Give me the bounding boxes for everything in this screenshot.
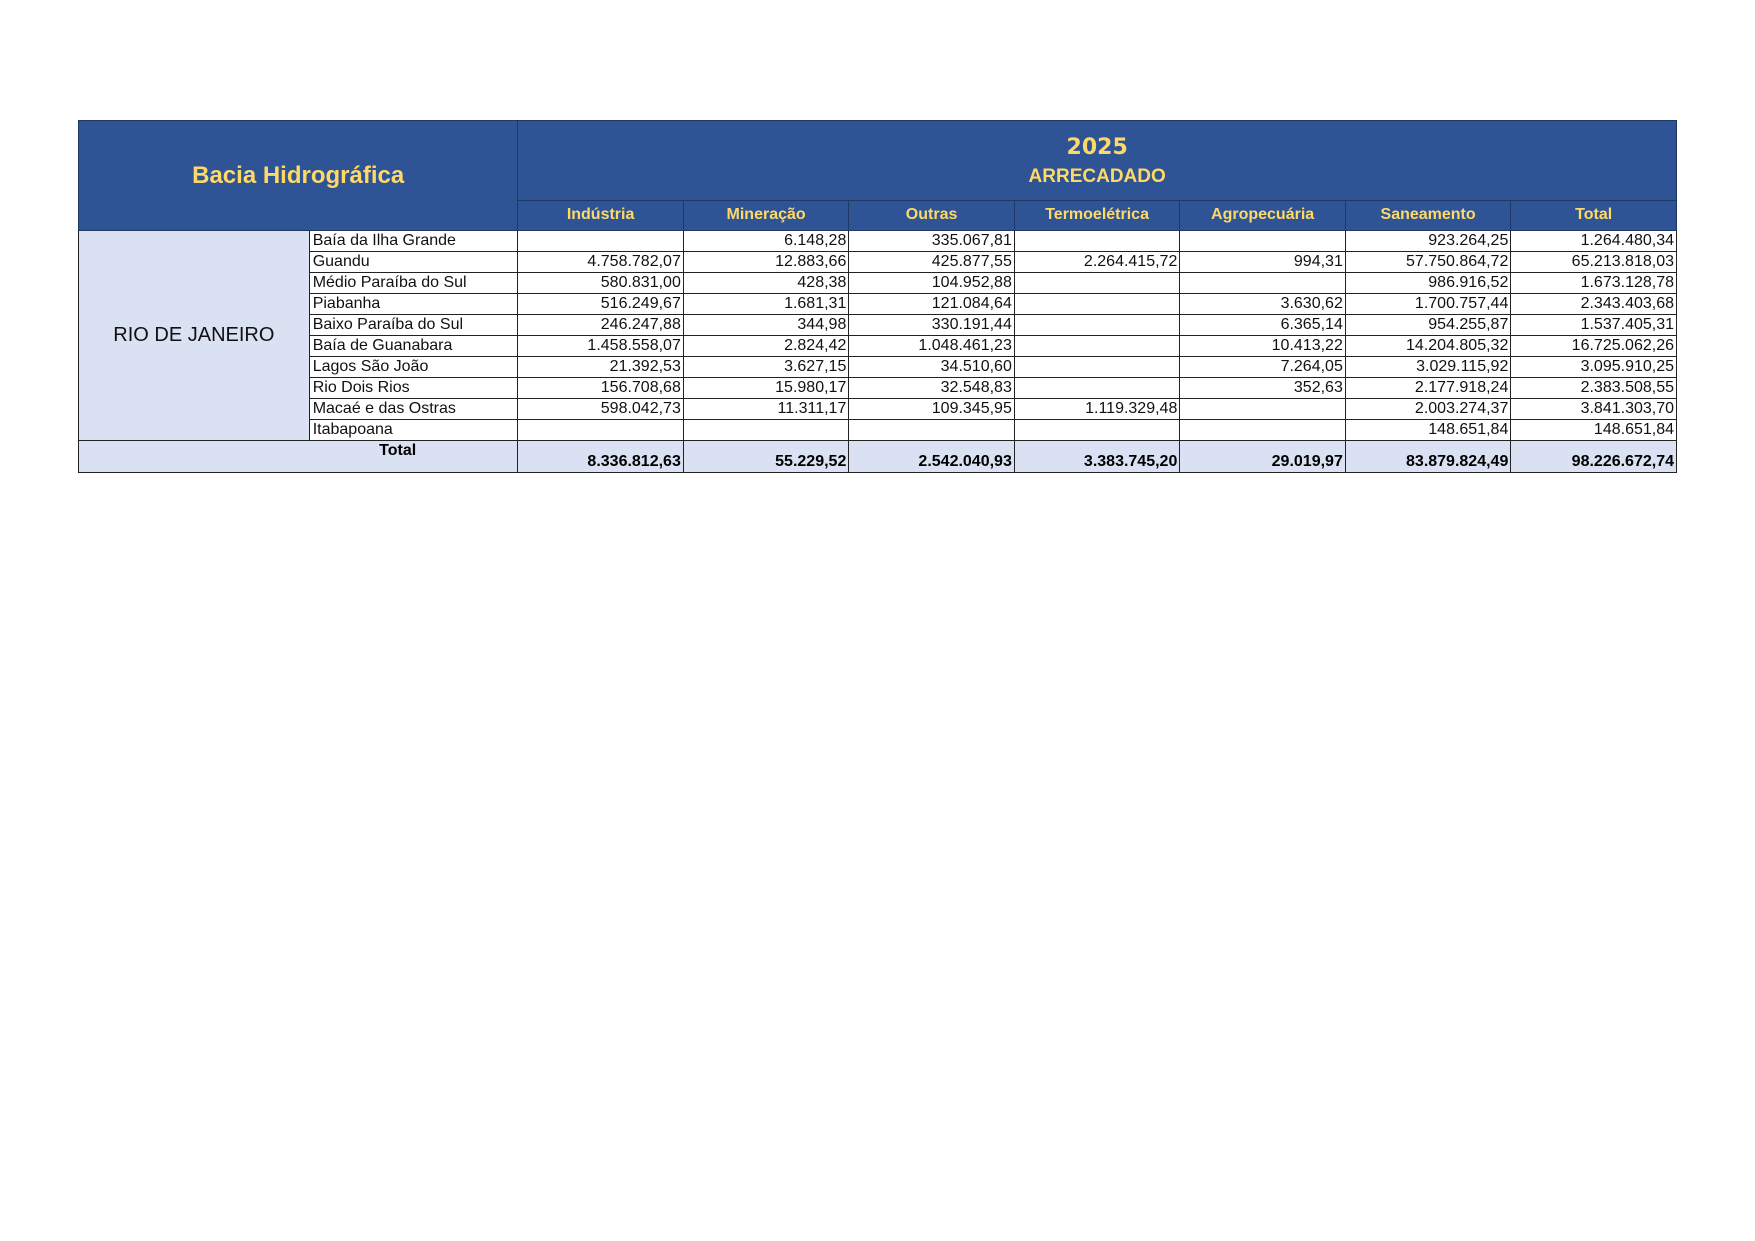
value-cell: 330.191,44 [849, 315, 1015, 336]
column-header: Saneamento [1345, 200, 1511, 230]
value-cell: 57.750.864,72 [1345, 252, 1511, 273]
value-cell: 11.311,17 [683, 399, 849, 420]
table-row [79, 231, 1677, 252]
table-row [79, 399, 1677, 420]
basin-name-cell: Baía da Ilha Grande [309, 231, 518, 252]
column-header: Indústria [518, 200, 684, 230]
value-cell: 104.952,88 [849, 273, 1015, 294]
value-cell [1014, 357, 1180, 378]
value-cell: 425.877,55 [849, 252, 1015, 273]
value-cell: 246.247,88 [518, 315, 684, 336]
table-row [79, 378, 1677, 399]
column-header: Outras [849, 200, 1015, 230]
basin-name-cell: Guandu [309, 252, 518, 273]
value-cell: 1.700.757,44 [1345, 294, 1511, 315]
value-cell: 335.067,81 [849, 231, 1015, 252]
value-cell: 121.084,64 [849, 294, 1015, 315]
value-cell: 148.651,84 [1345, 420, 1511, 441]
column-header: Mineração [683, 200, 849, 230]
total-row [79, 441, 1677, 473]
value-cell: 344,98 [683, 315, 849, 336]
table-row [79, 252, 1677, 273]
value-cell [683, 420, 849, 441]
value-cell: 3.095.910,25 [1511, 357, 1677, 378]
value-cell: 10.413,22 [1180, 336, 1346, 357]
year-status-header [518, 121, 1677, 201]
value-cell: 3.841.303,70 [1511, 399, 1677, 420]
value-cell: 1.048.461,23 [849, 336, 1015, 357]
total-value-cell: 55.229,52 [683, 441, 849, 473]
value-cell: 21.392,53 [518, 357, 684, 378]
table-body [79, 231, 1677, 473]
total-value-cell: 98.226.672,74 [1511, 441, 1677, 473]
value-cell: 954.255,87 [1345, 315, 1511, 336]
value-cell [1014, 378, 1180, 399]
value-cell: 2.177.918,24 [1345, 378, 1511, 399]
value-cell: 3.627,15 [683, 357, 849, 378]
value-cell [1014, 273, 1180, 294]
column-header: Agropecuária [1180, 200, 1346, 230]
value-cell: 6.148,28 [683, 231, 849, 252]
total-value-cell: 2.542.040,93 [849, 441, 1015, 473]
total-value-cell: 83.879.824,49 [1345, 441, 1511, 473]
value-cell: 2.383.508,55 [1511, 378, 1677, 399]
basin-name-cell: Piabanha [309, 294, 518, 315]
value-cell [849, 420, 1015, 441]
value-cell: 1.119.329,48 [1014, 399, 1180, 420]
value-cell: 32.548,83 [849, 378, 1015, 399]
year-label: 2025 [1066, 135, 1128, 161]
value-cell: 516.249,67 [518, 294, 684, 315]
value-cell: 352,63 [1180, 378, 1346, 399]
value-cell [1180, 231, 1346, 252]
value-cell: 1.537.405,31 [1511, 315, 1677, 336]
total-label: Total [79, 441, 518, 473]
value-cell: 65.213.818,03 [1511, 252, 1677, 273]
table-row [79, 315, 1677, 336]
value-cell: 4.758.782,07 [518, 252, 684, 273]
value-cell: 1.264.480,34 [1511, 231, 1677, 252]
value-cell [1014, 231, 1180, 252]
total-value-cell: 8.336.812,63 [518, 441, 684, 473]
value-cell: 14.204.805,32 [1345, 336, 1511, 357]
state-cell: RIO DE JANEIRO [79, 231, 310, 441]
value-cell: 109.345,95 [849, 399, 1015, 420]
table-header [79, 121, 1677, 231]
revenue-table-sheet [78, 120, 1677, 473]
value-cell: 148.651,84 [1511, 420, 1677, 441]
value-cell: 16.725.062,26 [1511, 336, 1677, 357]
table-row [79, 420, 1677, 441]
column-header: Total [1511, 200, 1677, 230]
basin-header: Bacia Hidrográfica [79, 121, 518, 231]
value-cell [1180, 273, 1346, 294]
value-cell: 2.343.403,68 [1511, 294, 1677, 315]
value-cell: 1.681,31 [683, 294, 849, 315]
basin-name-cell: Baixo Paraíba do Sul [309, 315, 518, 336]
revenue-table [78, 120, 1677, 473]
value-cell: 1.673.128,78 [1511, 273, 1677, 294]
value-cell: 2.264.415,72 [1014, 252, 1180, 273]
value-cell: 994,31 [1180, 252, 1346, 273]
value-cell: 580.831,00 [518, 273, 684, 294]
value-cell: 2.824,42 [683, 336, 849, 357]
table-row [79, 336, 1677, 357]
table-row [79, 273, 1677, 294]
value-cell: 3.029.115,92 [1345, 357, 1511, 378]
status-label: ARRECADADO [1028, 166, 1166, 188]
value-cell [1014, 294, 1180, 315]
value-cell [1014, 336, 1180, 357]
value-cell: 2.003.274,37 [1345, 399, 1511, 420]
value-cell: 598.042,73 [518, 399, 684, 420]
total-value-cell: 29.019,97 [1180, 441, 1346, 473]
value-cell: 34.510,60 [849, 357, 1015, 378]
value-cell [1180, 420, 1346, 441]
value-cell [518, 420, 684, 441]
basin-name-cell: Médio Paraíba do Sul [309, 273, 518, 294]
basin-name-cell: Itabapoana [309, 420, 518, 441]
value-cell: 3.630,62 [1180, 294, 1346, 315]
value-cell: 15.980,17 [683, 378, 849, 399]
value-cell: 156.708,68 [518, 378, 684, 399]
value-cell: 7.264,05 [1180, 357, 1346, 378]
value-cell: 986.916,52 [1345, 273, 1511, 294]
value-cell: 923.264,25 [1345, 231, 1511, 252]
table-row [79, 294, 1677, 315]
value-cell [1014, 420, 1180, 441]
basin-name-cell: Baía de Guanabara [309, 336, 518, 357]
basin-name-cell: Lagos São João [309, 357, 518, 378]
table-row [79, 357, 1677, 378]
value-cell: 12.883,66 [683, 252, 849, 273]
column-header: Termoelétrica [1014, 200, 1180, 230]
basin-name-cell: Macaé e das Ostras [309, 399, 518, 420]
value-cell [518, 231, 684, 252]
value-cell: 1.458.558,07 [518, 336, 684, 357]
value-cell [1014, 315, 1180, 336]
value-cell: 6.365,14 [1180, 315, 1346, 336]
basin-name-cell: Rio Dois Rios [309, 378, 518, 399]
value-cell: 428,38 [683, 273, 849, 294]
total-value-cell: 3.383.745,20 [1014, 441, 1180, 473]
value-cell [1180, 399, 1346, 420]
